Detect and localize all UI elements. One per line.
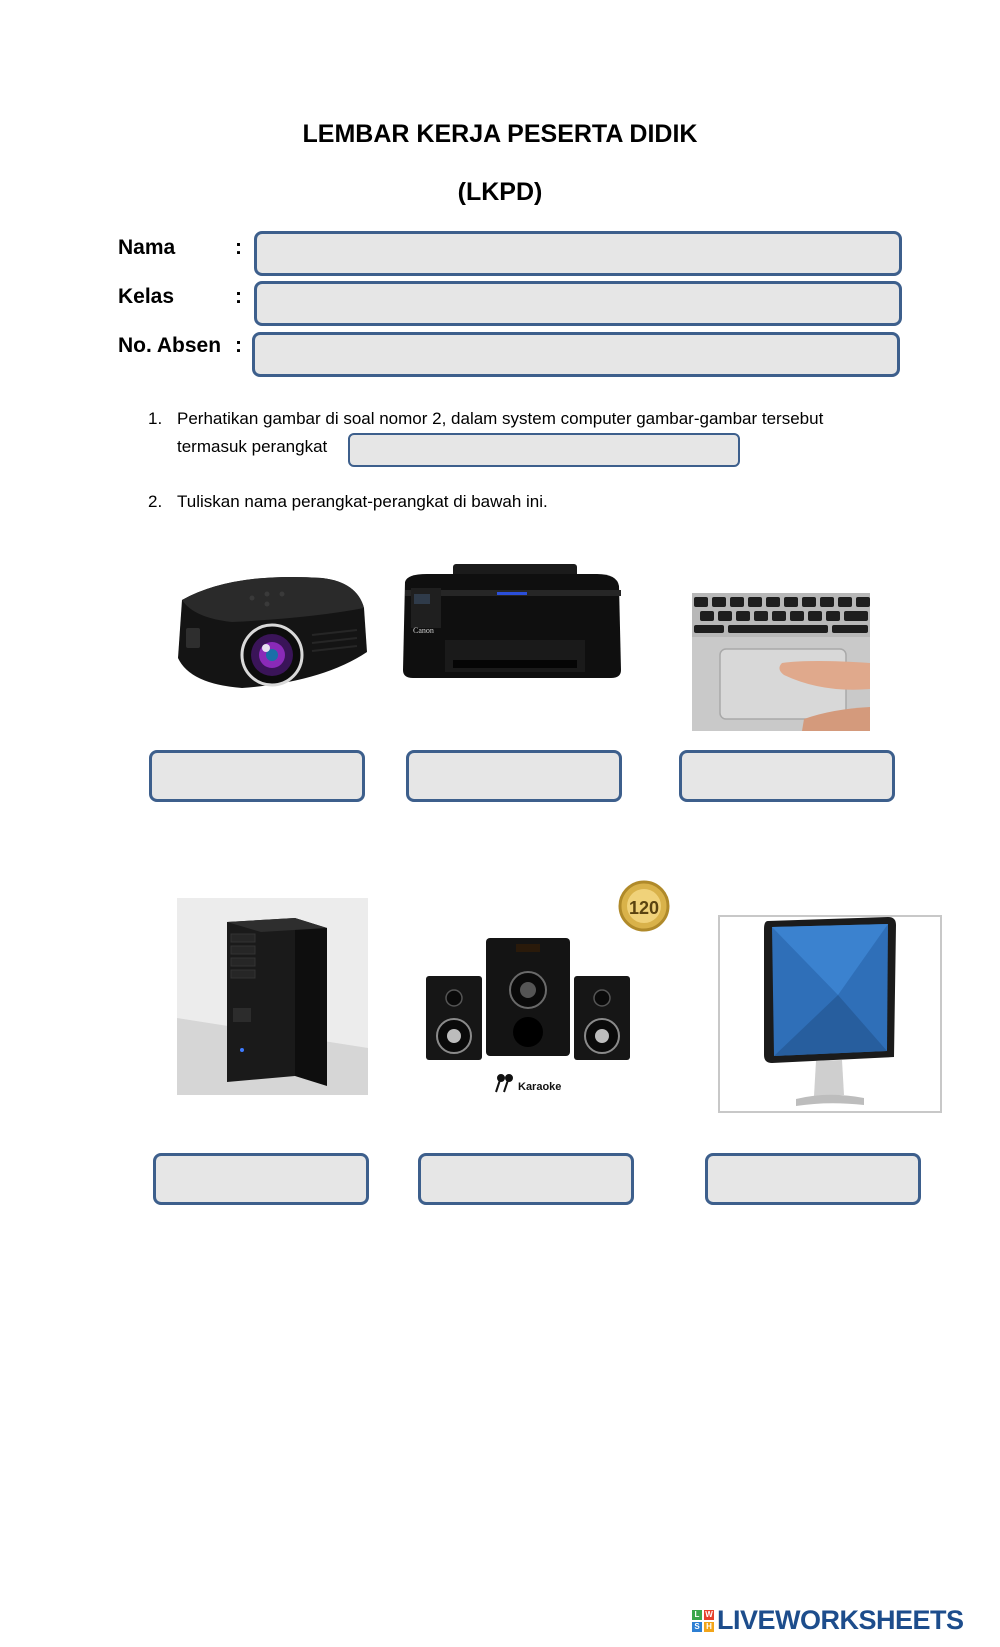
absen-label: No. Absen bbox=[118, 334, 222, 357]
question-2-number: 2. bbox=[148, 492, 163, 511]
page-title: LEMBAR KERJA PESERTA DIDIK bbox=[302, 120, 698, 148]
touchpad-answer-field[interactable] bbox=[679, 750, 895, 802]
brand-block-w: W bbox=[705, 1609, 713, 1619]
question-2-text: Tuliskan nama perangkat-perangkat di bawah ini. bbox=[177, 492, 548, 511]
absen-colon: : bbox=[235, 334, 242, 357]
name-label: Nama bbox=[118, 236, 176, 259]
device-category-field[interactable] bbox=[348, 433, 740, 467]
touchpad-image bbox=[692, 593, 870, 731]
class-label: Kelas bbox=[118, 285, 175, 308]
brand-block-s: S bbox=[692, 1622, 702, 1632]
projector-answer-field[interactable] bbox=[149, 750, 365, 802]
class-field[interactable] bbox=[254, 281, 902, 326]
absen-field[interactable] bbox=[252, 332, 900, 377]
class-colon: : bbox=[235, 285, 242, 308]
pc-tower-answer-field[interactable] bbox=[153, 1153, 369, 1205]
monitor-answer-field[interactable] bbox=[705, 1153, 921, 1205]
monitor-image bbox=[718, 915, 942, 1113]
question-1-line1: Perhatikan gambar di soal nomor 2, dalam system computer gambar-gambar tersebut bbox=[177, 409, 824, 428]
printer-answer-field[interactable] bbox=[406, 750, 622, 802]
brand-block-l: L bbox=[692, 1610, 702, 1620]
printer-image bbox=[397, 560, 627, 685]
printer-brand-label: Canon bbox=[413, 626, 434, 635]
pc-tower-image bbox=[177, 898, 368, 1095]
speaker-image bbox=[420, 880, 675, 1105]
brand-blocks-icon bbox=[692, 1610, 714, 1632]
speaker-badge-text: 120 bbox=[628, 898, 660, 918]
brand-name: LIVEWORKSHEETS bbox=[717, 1605, 964, 1635]
speaker-caption: Karaoke bbox=[518, 1081, 562, 1093]
brand-block-h: H bbox=[704, 1622, 714, 1632]
question-1-number: 1. bbox=[148, 409, 163, 428]
projector-image bbox=[172, 560, 372, 695]
name-colon: : bbox=[235, 236, 242, 259]
question-1-line2: termasuk perangkat bbox=[177, 437, 328, 456]
page-subtitle: (LKPD) bbox=[457, 178, 543, 206]
name-field[interactable] bbox=[254, 231, 902, 276]
liveworksheets-logo bbox=[692, 1605, 964, 1636]
speaker-answer-field[interactable] bbox=[418, 1153, 634, 1205]
